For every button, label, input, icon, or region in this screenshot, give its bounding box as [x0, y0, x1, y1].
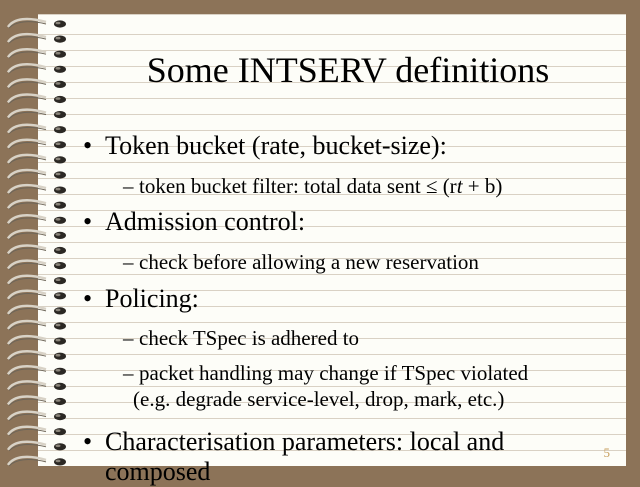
binding-coil [8, 64, 66, 73]
sub-dash: – [123, 361, 134, 385]
binding-coil [8, 200, 66, 209]
bullet-text: Admission control: [105, 207, 306, 236]
bullet-dot: • [83, 284, 93, 313]
binding-coil [8, 230, 66, 239]
bullet-text: Token bucket (rate, bucket-size): [105, 131, 447, 160]
binding-coil [8, 155, 66, 164]
bullet-admission-control [83, 207, 305, 237]
sub-dash: – [123, 326, 134, 350]
binding-coil [8, 381, 66, 390]
bullet-dot: • [83, 207, 93, 236]
sub-text: packet handling may change if TSpec violated [139, 361, 529, 385]
slide-title: Some INTSERV definitions [146, 50, 550, 90]
less-or-equal-symbol: ≤ [425, 174, 438, 198]
binding-coil [8, 185, 66, 194]
page-number: 5 [603, 445, 610, 460]
spiral-binding-graphic [0, 14, 72, 466]
sub-text: check before allowing a new reservation [139, 250, 479, 274]
binding-coil [8, 246, 66, 255]
sub-text: check TSpec is adhered to [139, 326, 360, 350]
sub-text-prefix: token bucket filter: total data sent [139, 174, 426, 198]
binding-coil [8, 215, 66, 224]
sub-check-before [123, 249, 479, 275]
sub-text-var: t [456, 174, 463, 198]
binding-coil [8, 321, 66, 330]
bullet-text: Characterisation parameters: local and [105, 427, 505, 456]
binding-coil [8, 366, 66, 375]
binding-coil [8, 140, 66, 149]
sub-text-continuation: (e.g. degrade service-level, drop, mark, etc.) [133, 387, 505, 411]
bullet-dot: • [83, 427, 93, 456]
bullet-characterisation [83, 427, 504, 487]
bullet-policing [83, 284, 199, 314]
bullet-dot: • [83, 131, 93, 160]
binding-coil [8, 412, 66, 421]
binding-coil [8, 291, 66, 300]
binding-coil [8, 79, 66, 88]
bullet-text-continuation: composed [105, 457, 211, 486]
notebook-page [38, 14, 626, 486]
sub-packet-handling [123, 360, 528, 412]
binding-coil [8, 427, 66, 436]
binding-coil [8, 261, 66, 270]
sub-check-tspec [123, 325, 359, 351]
binding-coil [8, 397, 66, 406]
binding-coil [8, 170, 66, 179]
binding-coil [8, 457, 66, 466]
binding-coil [8, 442, 66, 451]
binding-coil [8, 110, 66, 119]
binding-coil [8, 336, 66, 345]
binding-coil [8, 49, 66, 58]
binding-coil [8, 95, 66, 104]
binding-coil [8, 34, 66, 43]
bullet-token-bucket [83, 131, 447, 161]
binding-coil [8, 351, 66, 360]
sub-token-bucket-filter [123, 173, 502, 199]
bullet-text: Policing: [105, 284, 199, 313]
binding-coil [8, 19, 66, 28]
binding-coil [8, 306, 66, 315]
sub-text-suffix: + b) [462, 174, 503, 198]
sub-dash: – [123, 250, 134, 274]
binding-coil [8, 276, 66, 285]
binding-coil [8, 125, 66, 134]
sub-dash: – [123, 174, 134, 198]
sub-text-paren: (r [437, 174, 457, 198]
spiral-binding [0, 14, 72, 466]
